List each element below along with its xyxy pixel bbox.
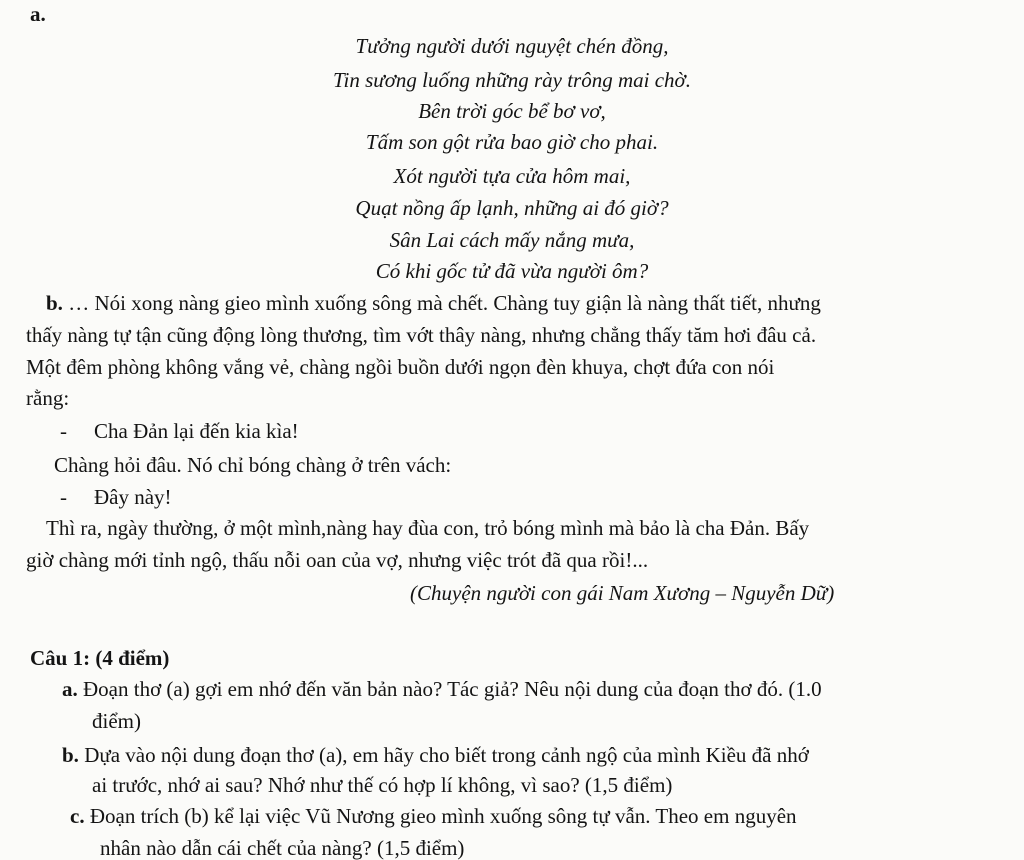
poem-line: Quạt nồng ấp lạnh, những ai đó giờ? — [355, 196, 669, 220]
item-text: Đoạn trích (b) kể lại việc Vũ Nương gieo mình xuống sông tự vẫn. Theo em nguyên — [89, 804, 797, 828]
paragraph-line: thấy nàng tự tận cũng động lòng thương, tìm vớt thây nàng, nhưng chẳng thấy tăm hơi đâu cả. — [26, 323, 817, 347]
poem-line: Tấm son gột rửa bao giờ cho phai. — [365, 130, 659, 154]
section-a-label: a. — [30, 2, 46, 26]
dialog-dash: - — [60, 485, 67, 509]
item-label: b. — [62, 743, 79, 767]
item-text: Dựa vào nội dung đoạn thơ (a), em hãy cho biết trong cảnh ngộ của mình Kiều đã nhớ — [84, 743, 809, 767]
question-item-line: ai trước, nhớ ai sau? Nhớ như thế có hợp lí không, vì sao? (1,5 điểm) — [92, 773, 673, 797]
paragraph-line: Thì ra, ngày thường, ở một mình,nàng hay đùa con, trỏ bóng mình mà bảo là cha Đản. Bấy — [46, 516, 810, 540]
poem-line: Tưởng người dưới nguyệt chén đồng, — [355, 34, 669, 58]
question-item-line — [70, 806, 797, 827]
poem-line: Có khi gốc tử đã vừa người ôm? — [375, 259, 649, 283]
paragraph-line: rằng: — [26, 386, 70, 410]
dialog-dash: - — [60, 419, 67, 443]
paragraph-line: giờ chàng mới tỉnh ngộ, thấu nỗi oan của vợ, nhưng việc trót đã qua rồi!... — [26, 548, 649, 572]
item-text: Đoạn thơ (a) gợi em nhớ đến văn bản nào? Tác giả? Nêu nội dung của đoạn thơ đó. (1.0 — [83, 677, 822, 701]
paragraph-line: Một đêm phòng không vắng vẻ, chàng ngồi buồn dưới ngọn đèn khuya, chợt đứa con nói — [26, 355, 775, 379]
source-citation: (Chuyện người con gái Nam Xương – Nguyễn Dữ) — [410, 581, 835, 605]
dialog-text: Cha Đản lại đến kia kìa! — [94, 419, 299, 443]
dialog-line — [60, 487, 172, 508]
question-item-line — [62, 679, 822, 700]
narration-line: Chàng hỏi đâu. Nó chỉ bóng chàng ở trên vách: — [54, 453, 452, 477]
poem-line: Tin sương luống những rày trông mai chờ. — [332, 68, 691, 92]
section-b-label: b. — [46, 291, 63, 315]
question-item-line — [62, 745, 809, 766]
poem-line: Bên trời góc bể bơ vơ, — [418, 99, 606, 123]
poem-line: Sân Lai cách mấy nắng mưa, — [389, 228, 635, 252]
item-label: a. — [62, 677, 78, 701]
section-b-first-line — [46, 293, 821, 314]
poem-line: Xót người tựa cửa hôm mai, — [393, 164, 631, 188]
dialog-text: Đây này! — [94, 485, 172, 509]
question-item-line: điểm) — [92, 709, 141, 733]
question-item-line: nhân nào dẫn cái chết của nàng? (1,5 điểm) — [100, 836, 465, 860]
item-label: c. — [70, 804, 85, 828]
paragraph-text: … Nói xong nàng gieo mình xuống sông mà chết. Chàng tuy giận là nàng thất tiết, nhưng — [68, 291, 821, 315]
dialog-line — [60, 421, 299, 442]
question-heading: Câu 1: (4 điểm) — [30, 646, 170, 670]
